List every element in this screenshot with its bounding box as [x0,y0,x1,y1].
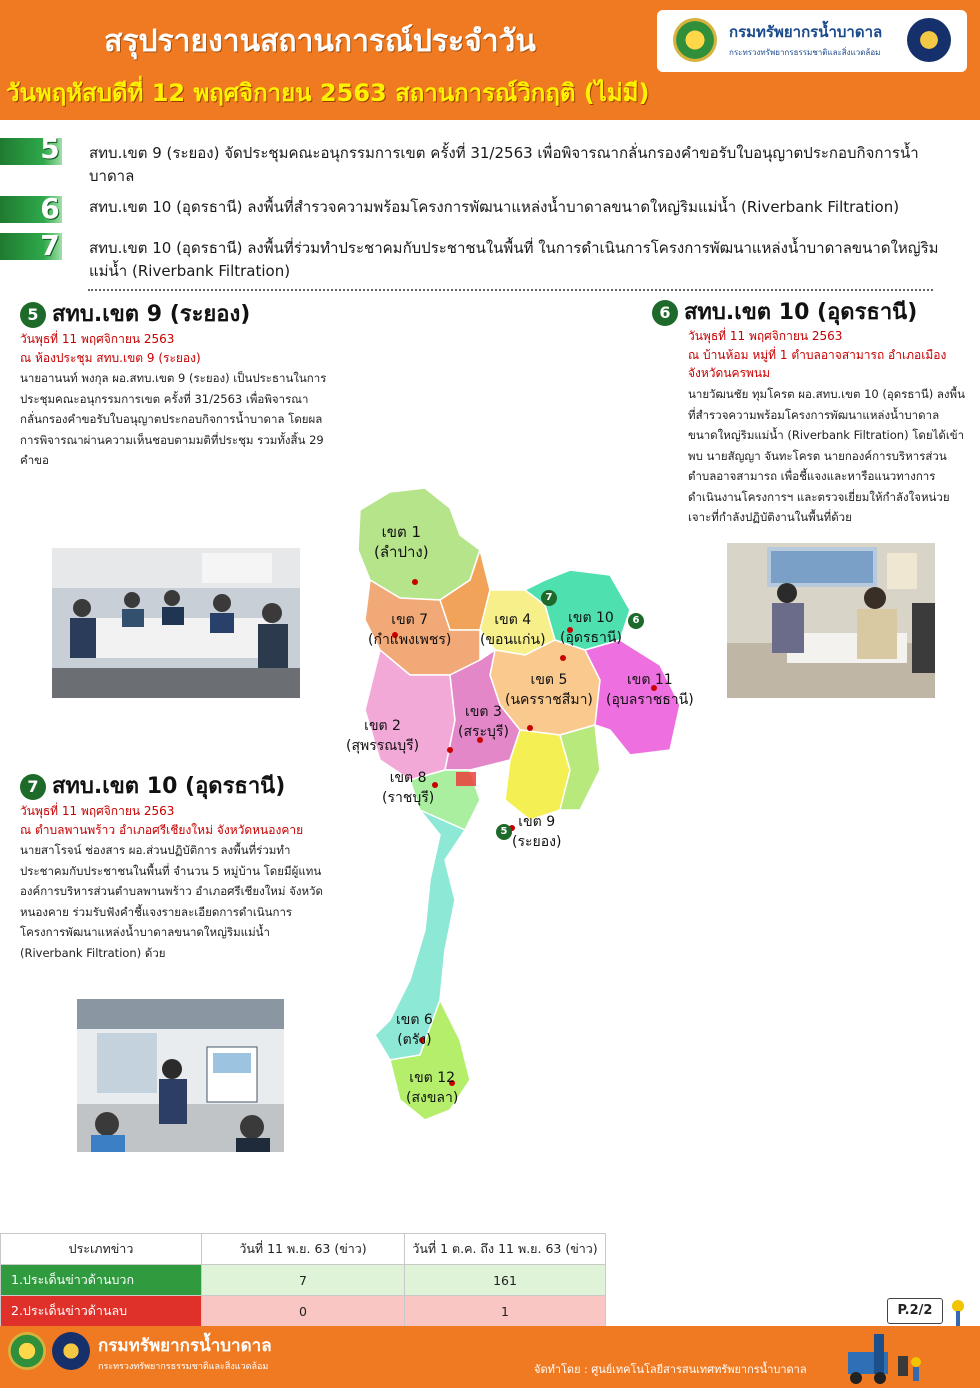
header-banner [0,0,980,120]
region-name: เขต 3 [465,704,502,720]
region-name: เขต 12 [409,1070,456,1086]
footer-org-name: กรมทรัพยากรน้ำบาดาล [98,1336,272,1356]
section-title-text: สทบ.เขต 10 (อุดรธานี) [52,774,286,799]
page-number: P.2/2 [887,1298,943,1324]
region-name: เขต 1 [381,523,422,541]
region-name: เขต 4 [494,612,532,628]
section-date: วันพุธที่ 11 พฤศจิกายน 2563 [20,332,175,346]
table-header: วันที่ 11 พ.ย. 63 (ข่าว) [202,1234,405,1265]
section-badge: 6 [652,300,678,326]
region-city: (กำแพงเพชร) [368,632,452,648]
region-name: เขต 9 [518,814,556,830]
region-name: เขต 8 [389,770,427,786]
region-label-6 [396,1010,433,1050]
footer-org-ministry: กระทรวงทรัพยากรธรรมชาติและสิ่งแวดล้อม [98,1362,269,1372]
header-org-ministry: กระทรวงทรัพยากรธรรมชาติและสิ่งแวดล้อม [729,48,881,57]
section-title-5 [20,296,250,331]
map-marker-7: 7 [541,590,557,606]
headline-number: 5 [40,132,60,165]
department-emblem-icon [673,18,717,62]
region-city: (ขอนแก่น) [480,632,546,648]
region-label-8 [382,768,434,808]
meeting-photo [52,548,300,698]
table-header: วันที่ 1 ต.ค. ถึง 11 พ.ย. 63 (ข่าว) [405,1234,606,1265]
table-row [1,1265,606,1296]
page-subtitle: วันพฤหัสบดีที่ 12 พฤศจิกายน 2563 สถานการณ์วิกฤติ (ไม่มี) [6,79,650,107]
region-city: (สระบุรี) [458,724,509,740]
page-title: สรุปรายงานสถานการณ์ประจำวัน [104,24,536,59]
ministry-emblem-icon [907,18,951,62]
section-place: ณ ห้องประชุม สทบ.เขต 9 (ระยอง) [20,351,201,365]
headline-text: สทบ.เขต 10 (อุดรธานี) ลงพื้นที่สำรวจความพร้อมโครงการพัฒนาแหล่งน้ำบาดาลขนาดใหญ่ริมแม่น้ำ (Riverbank Filtration) [89,198,900,216]
table-row [1,1296,606,1327]
headline-number: 6 [40,192,60,225]
section-body: นายวัฒนชัย ทุมโครต ผอ.สทบ.เขต 10 (อุดรธานี) ลงพื้นที่สำรวจความพร้อมโครงการพัฒนาแหล่งน้ำบาดาลขนาดใหญ่ริมแม่น้ำ (Riverbank Filtration) โดยได้เข้าพบ นายสัญญา จันทะโครต นายกองค์การบริหารส่วนตำบลอาจสามารถ เพื่อชี้แจงและหารือแนวทางการดำเนินงานโครงการฯ และตรวจเยี่ยมให้กำลังใจหน่วยเจาะที่กำลังปฏิบัติงานในพื้นที่ด้วย [688,387,965,524]
row-value-total: 161 [405,1265,606,1296]
thailand-region-map [330,480,710,1140]
region-city: (ราชบุรี) [382,790,435,806]
field-visit-photo [727,543,935,698]
table-header-row [1,1234,606,1265]
footer-credit: จัดทำโดย : ศูนย์เทคโนโลยีสารสนเทศทรัพยากรน้ำบาดาล [534,1363,807,1376]
header-logo-box [657,10,967,72]
map-marker-6: 6 [628,613,644,629]
headline-text: สทบ.เขต 10 (อุดรธานี) ลงพื้นที่ร่วมทำประชาคมกับประชาชนในพื้นที่ ในการดำเนินการโครงการพัฒนาแหล่งน้ำบาดาลขนาดใหญ่ริมแม่น้ำ (Riverbank Filtration) [89,239,939,280]
section-title-text: สทบ.เขต 9 (ระยอง) [52,302,251,327]
map-marker-5: 5 [496,824,512,840]
region-city: (อุดรธานี) [560,630,622,646]
row-label: 1.ประเด็นข่าวด้านบวก [1,1265,202,1296]
region-city: (ระยอง) [512,834,562,850]
news-stats-table [0,1233,606,1327]
region-city: (ตรัง) [397,1032,432,1048]
section-body: นายอานนท์ พงกุล ผอ.สทบ.เขต 9 (ระยอง) เป็นประธานในการประชุมคณะอนุกรรมการเขต ครั้งที่ 31/2563 เพื่อพิจารณากลั่นกรองคำขอรับใบอนุญาตประกอบกิจการน้ำบาดาล โดยผลการพิจารณาผ่านความเห็นชอบตามมติที่ประชุม รวมทั้งสิ้น 29 คำขอ [20,371,327,467]
section-title-7 [20,768,285,803]
region-name: เขต 2 [364,718,401,734]
section-badge: 7 [20,774,46,800]
region-label-3 [458,702,509,742]
water-tower-icon [950,1300,966,1326]
region-label-10 [560,608,622,648]
region-name: เขต 10 [568,610,614,626]
region-label-12 [406,1068,458,1108]
section-date: วันพุธที่ 11 พฤศจิกายน 2563 [20,804,175,818]
region-name: เขต 11 [626,672,673,688]
divider [88,289,933,291]
region-city: (สงขลา) [406,1090,459,1106]
region-city: (อุบลราชธานี) [606,692,694,708]
region-label-11 [606,670,694,710]
section-date: วันพุธที่ 11 พฤศจิกายน 2563 [688,329,843,343]
row-label: 2.ประเด็นข่าวด้านลบ [1,1296,202,1327]
department-emblem-icon [8,1332,46,1370]
section-body: นายสาโรจน์ ช่องสาร ผอ.ส่วนปฏิบัติการ ลงพื้นที่ร่วมทำประชาคมกับประชาชนในพื้นที่ จำนวน 5 หมู่บ้าน โดยมีผู้แทนองค์การบริหารส่วนตำบลพานพร้าว อำเภอศรีเชียงใหม่ จังหวัดหนองคาย ร่วมรับฟังคำชี้แจงรายละเอียดการดำเนินการโครงการพัฒนาแหล่งน้ำบาดาลขนาดใหญ่ริมแม่น้ำ (Riverbank Filtration) ด้วย [20,843,323,960]
row-value-day: 7 [202,1265,405,1296]
region-label-2 [346,716,419,756]
region-city: (สุพรรณบุรี) [346,738,420,754]
section-place: ณ บ้านห้อม หมู่ที่ 1 ตำบลอาจสามารถ อำเภอเมือง จังหวัดนครพนม [688,348,947,380]
row-value-total: 1 [405,1296,606,1327]
region-label-7 [368,610,451,650]
section-title-text: สทบ.เขต 10 (อุดรธานี) [684,300,918,325]
region-name: เขต 7 [391,612,429,628]
header-org-name: กรมทรัพยากรน้ำบาดาล [729,23,883,41]
ministry-emblem-icon [52,1332,90,1370]
region-city: (ลำปาง) [374,543,429,561]
table-header: ประเภทข่าว [1,1234,202,1265]
region-label-5 [505,670,593,710]
headline-number: 7 [40,229,60,262]
section-title-6 [652,294,917,329]
headline-text: สทบ.เขต 9 (ระยอง) จัดประชุมคณะอนุกรรมการเขต ครั้งที่ 31/2563 เพื่อพิจารณากลั่นกรองคำขอรับใบอนุญาตประกอบกิจการน้ำบาดาล [89,144,919,185]
region-label-9 [512,812,561,852]
region-label-1 [374,522,429,562]
drilling-rig-icon [838,1326,928,1386]
community-meeting-photo [77,999,284,1152]
section-place: ณ ตำบลพานพร้าว อำเภอศรีเชียงใหม่ จังหวัดหนองคาย [20,823,304,837]
row-value-day: 0 [202,1296,405,1327]
region-city: (นครราชสีมา) [505,692,593,708]
footer-banner [0,1326,980,1388]
region-name: เขต 5 [530,672,568,688]
section-badge: 5 [20,302,46,328]
region-label-4 [480,610,546,650]
region-name: เขต 6 [396,1012,433,1028]
